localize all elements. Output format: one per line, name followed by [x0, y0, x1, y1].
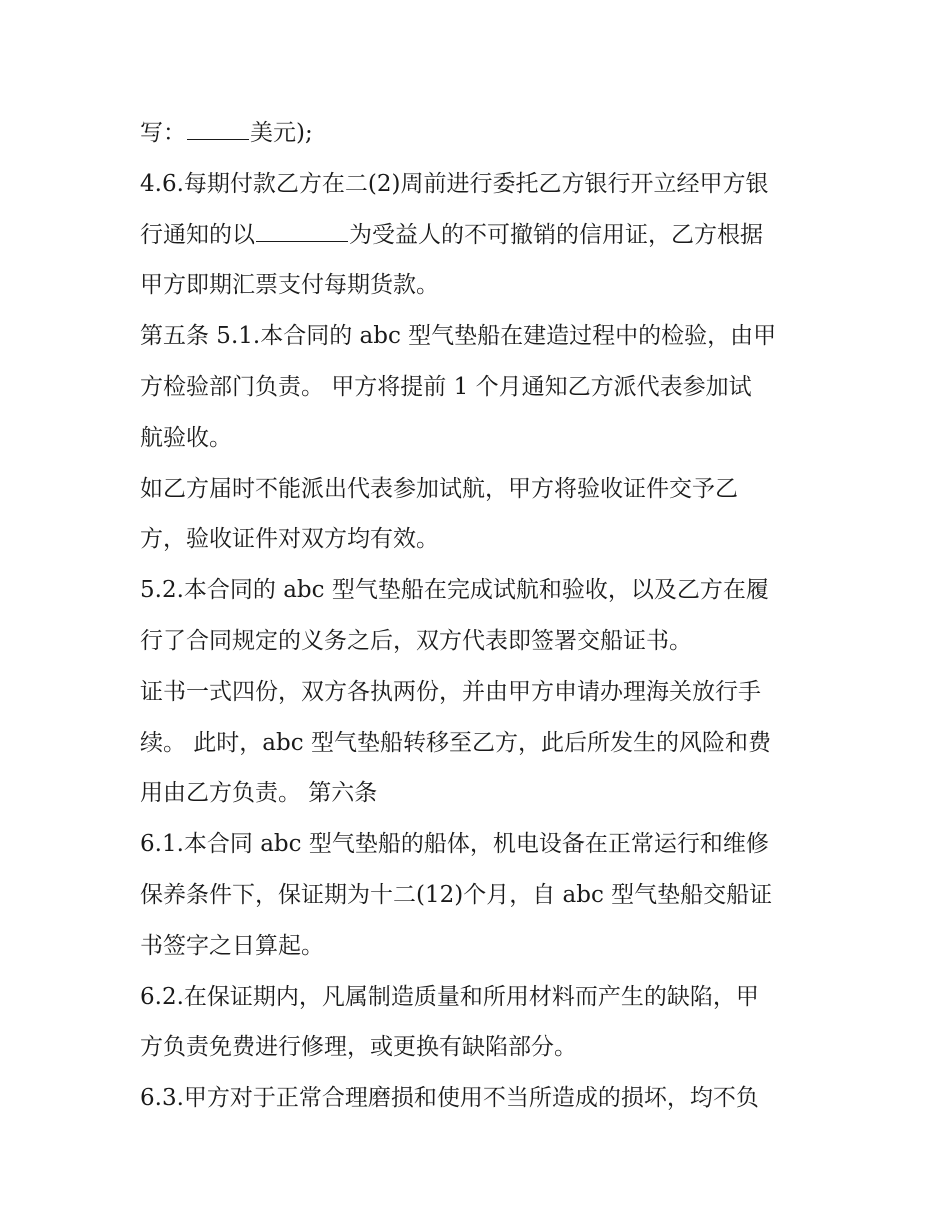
text-line-11: 行了合同规定的义务之后，双方代表即签署交船证书。: [140, 627, 692, 654]
text-line-4: 甲方即期汇票支付每期货款。: [140, 272, 439, 299]
text-line-7: 航验收。: [140, 424, 232, 451]
text-line-13: 续。 此时，abc 型气垫船转移至乙方，此后所发生的风险和费: [140, 729, 771, 756]
text-line-12: 证书一式四份，双方各执两份，并由甲方申请办理海关放行手: [140, 678, 761, 705]
fill-in-blank-amount: [187, 118, 249, 140]
text-line-15: 6.1.本合同 abc 型气垫船的船体，机电设备在正常运行和维修: [140, 831, 769, 858]
text-line-9: 方，验收证件对双方均有效。: [140, 526, 439, 553]
contract-text: [140, 108, 820, 1124]
text-line-10: 5.2.本合同的 abc 型气垫船在完成试航和验收，以及乙方在履: [140, 577, 769, 604]
text-line-19: 方负责免费进行修理，或更换有缺陷部分。: [140, 1034, 577, 1061]
text-line-16: 保养条件下，保证期为十二(12)个月，自 abc 型气垫船交船证: [140, 881, 773, 908]
text-line-2: 4.6.每期付款乙方在二(2)周前进行委托乙方银行开立经甲方银: [140, 170, 769, 197]
text-line-6: 方检验部门负责。 甲方将提前 1 个月通知乙方派代表参加试: [140, 373, 752, 400]
text-line-8: 如乙方届时不能派出代表参加试航，甲方将验收证件交予乙: [140, 475, 738, 502]
text-line-17: 书签字之日算起。: [140, 932, 324, 959]
text-line-20: 6.3.甲方对于正常合理磨损和使用不当所造成的损坏，均不负: [140, 1085, 759, 1112]
text-line-5: 第五条 5.1.本合同的 abc 型气垫船在建造过程中的检验，由甲: [140, 323, 777, 350]
fill-in-blank-beneficiary: [256, 220, 348, 242]
text-line-1: 写： 美元);: [140, 120, 313, 146]
text-line-14: 用由乙方负责。 第六条: [140, 780, 378, 807]
text-line-18: 6.2.在保证期内，凡属制造质量和所用材料而产生的缺陷，甲: [140, 983, 759, 1010]
text-line-3: 行通知的以 为受益人的不可撤销的信用证，乙方根据: [140, 221, 763, 248]
